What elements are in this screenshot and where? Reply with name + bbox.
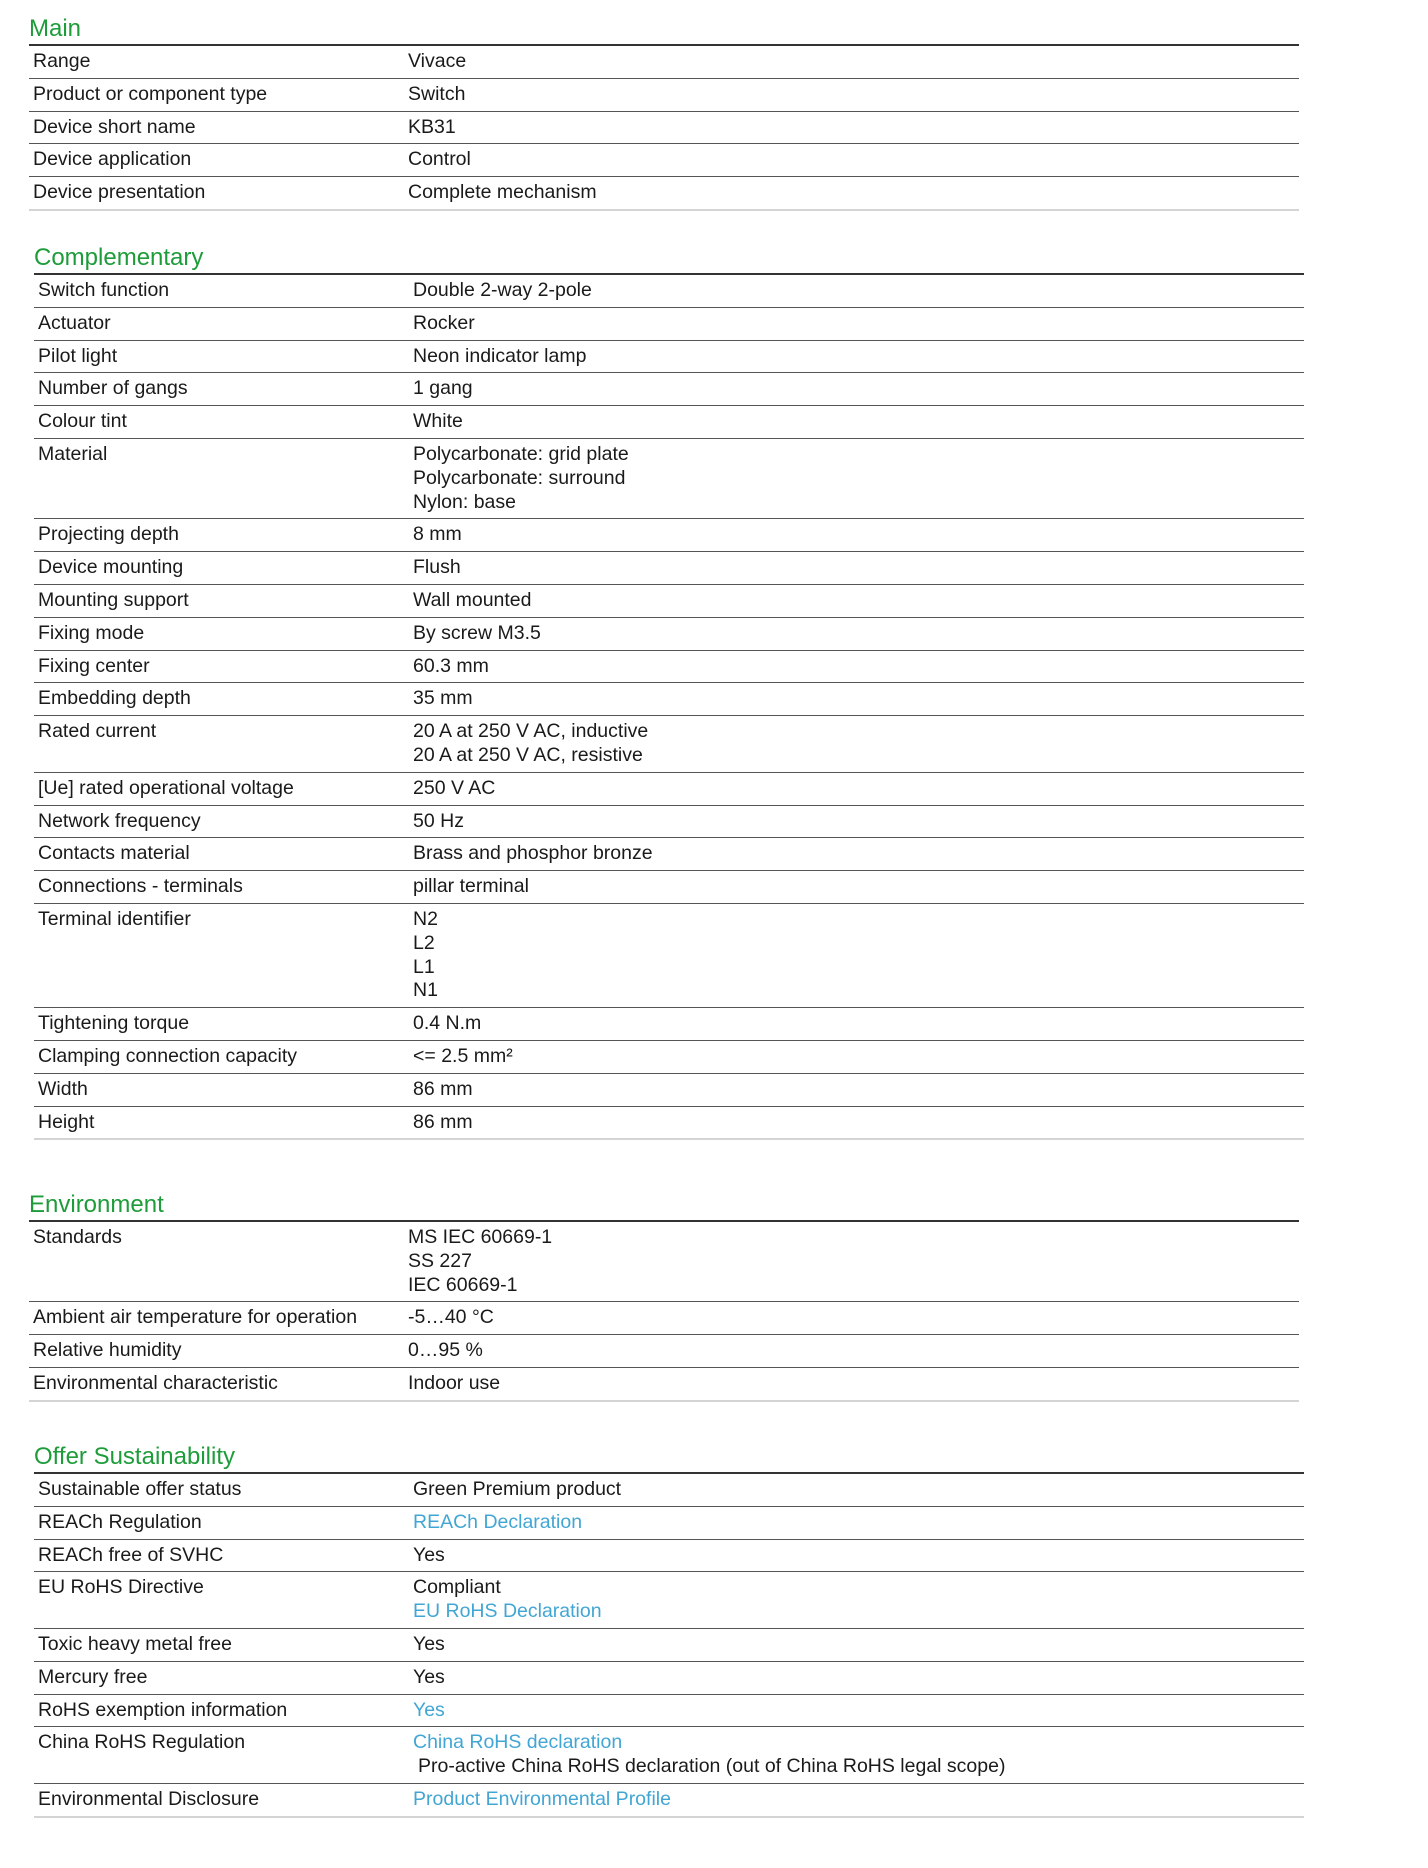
spec-value-line: Yes bbox=[413, 1632, 445, 1655]
spec-value-line: Nylon: base bbox=[413, 490, 516, 513]
spec-value-line: L2 bbox=[413, 931, 435, 954]
spec-row bbox=[34, 1695, 1304, 1728]
spec-value bbox=[413, 1111, 1304, 1135]
section-title: Environment bbox=[29, 1191, 164, 1218]
spec-label: REACh Regulation bbox=[38, 1510, 202, 1533]
spec-value-line: Polycarbonate: surround bbox=[413, 466, 626, 489]
section-main bbox=[29, 14, 1299, 211]
spec-table bbox=[29, 1220, 1299, 1402]
spec-value bbox=[413, 875, 1304, 899]
spec-value-line: 1 gang bbox=[413, 377, 473, 400]
spec-label: RoHS exemption information bbox=[38, 1698, 288, 1721]
spec-row bbox=[34, 838, 1304, 871]
spec-label: Width bbox=[38, 1077, 88, 1100]
spec-label: Connections - terminals bbox=[38, 875, 243, 898]
spec-value bbox=[413, 377, 1304, 401]
spec-label: Contacts material bbox=[38, 842, 190, 865]
document-link[interactable]: Product Environmental Profile bbox=[413, 1787, 671, 1810]
spec-value-line: 250 V AC bbox=[413, 776, 496, 799]
spec-value-line: 0.4 N.m bbox=[413, 1012, 482, 1035]
spec-label: Fixing mode bbox=[38, 621, 145, 644]
spec-value-line: Vivace bbox=[408, 50, 467, 72]
spec-value-line: Polycarbonate: grid plate bbox=[413, 442, 629, 465]
spec-value-line: Pro-active China RoHS declaration (out of China RoHS legal scope) bbox=[418, 1755, 1006, 1778]
spec-value-line: -5…40 °C bbox=[408, 1306, 494, 1329]
spec-label: Device short name bbox=[33, 115, 196, 138]
spec-value bbox=[413, 1544, 1304, 1568]
spec-value bbox=[413, 589, 1304, 613]
document-link[interactable]: Yes bbox=[413, 1698, 445, 1721]
spec-label: Mercury free bbox=[38, 1665, 148, 1688]
spec-value bbox=[413, 410, 1304, 434]
spec-value-line: Indoor use bbox=[408, 1371, 501, 1394]
spec-value-line: By screw M3.5 bbox=[413, 621, 541, 644]
spec-value-line: Yes bbox=[413, 1543, 445, 1566]
spec-value bbox=[408, 1372, 1299, 1396]
spec-value-line: Neon indicator lamp bbox=[413, 344, 587, 367]
spec-row bbox=[34, 406, 1304, 439]
document-link[interactable]: EU RoHS Declaration bbox=[413, 1600, 602, 1623]
spec-value bbox=[413, 908, 1304, 1003]
spec-value-line: Compliant bbox=[413, 1576, 501, 1599]
spec-value bbox=[408, 50, 1299, 74]
spec-row bbox=[34, 1662, 1304, 1695]
spec-value bbox=[413, 810, 1304, 834]
spec-value bbox=[413, 523, 1304, 547]
spec-row bbox=[34, 773, 1304, 806]
spec-value-line: pillar terminal bbox=[413, 875, 529, 898]
section-title: Complementary bbox=[34, 244, 204, 271]
spec-row bbox=[29, 1302, 1299, 1335]
spec-label: REACh free of SVHC bbox=[38, 1543, 224, 1566]
spec-value-line: 60.3 mm bbox=[413, 654, 489, 677]
spec-label: Device presentation bbox=[33, 181, 206, 204]
spec-label: Sustainable offer status bbox=[38, 1478, 242, 1500]
spec-row bbox=[34, 1572, 1304, 1629]
spec-label: Device mounting bbox=[38, 556, 184, 579]
spec-value bbox=[408, 1339, 1299, 1363]
spec-label: Rated current bbox=[38, 720, 157, 743]
spec-value-line: Rocker bbox=[413, 311, 475, 334]
spec-value-line: White bbox=[413, 410, 463, 433]
spec-value-line: Control bbox=[408, 148, 471, 171]
spec-value bbox=[413, 777, 1304, 801]
spec-value-line: <= 2.5 mm² bbox=[413, 1044, 513, 1067]
spec-label: Device application bbox=[33, 148, 192, 171]
spec-label: Fixing center bbox=[38, 654, 150, 677]
spec-value bbox=[408, 1306, 1299, 1330]
spec-value bbox=[408, 116, 1299, 140]
spec-value-line: 0…95 % bbox=[408, 1339, 483, 1362]
spec-value bbox=[413, 720, 1304, 768]
spec-row bbox=[34, 1474, 1304, 1507]
spec-value-line: 35 mm bbox=[413, 687, 473, 710]
spec-value bbox=[413, 1576, 1304, 1624]
spec-row bbox=[29, 79, 1299, 112]
spec-row bbox=[29, 1368, 1299, 1402]
spec-label: Ambient air temperature for operation bbox=[33, 1306, 358, 1329]
spec-value bbox=[413, 443, 1304, 514]
spec-value bbox=[413, 1078, 1304, 1102]
spec-row bbox=[34, 904, 1304, 1008]
spec-value bbox=[413, 556, 1304, 580]
spec-value bbox=[413, 279, 1304, 303]
spec-row bbox=[29, 177, 1299, 211]
spec-value-line: SS 227 bbox=[408, 1249, 472, 1272]
spec-value bbox=[413, 655, 1304, 679]
spec-row bbox=[34, 683, 1304, 716]
spec-value-line: Switch bbox=[408, 82, 466, 105]
spec-table bbox=[29, 44, 1299, 211]
spec-value bbox=[408, 1226, 1299, 1297]
spec-row bbox=[34, 341, 1304, 374]
spec-row bbox=[29, 1222, 1299, 1302]
spec-row bbox=[34, 1041, 1304, 1074]
spec-label: Terminal identifier bbox=[38, 907, 191, 930]
spec-value bbox=[413, 312, 1304, 336]
spec-label: Colour tint bbox=[38, 410, 127, 433]
spec-value-line: Wall mounted bbox=[413, 588, 532, 611]
spec-row bbox=[34, 1727, 1304, 1784]
spec-label: Range bbox=[33, 50, 91, 72]
spec-label: Clamping connection capacity bbox=[38, 1044, 298, 1067]
spec-row bbox=[34, 308, 1304, 341]
spec-value bbox=[408, 83, 1299, 107]
spec-value-line: Double 2-way 2-pole bbox=[413, 279, 592, 301]
spec-value-line: Yes bbox=[413, 1665, 445, 1688]
spec-value-line: Brass and phosphor bronze bbox=[413, 842, 653, 865]
spec-value-line: 20 A at 250 V AC, resistive bbox=[413, 743, 643, 766]
spec-row bbox=[29, 112, 1299, 145]
spec-row bbox=[29, 1335, 1299, 1368]
spec-value bbox=[413, 1666, 1304, 1690]
section-title: Offer Sustainability bbox=[34, 1443, 235, 1470]
spec-value-line: Green Premium product bbox=[413, 1478, 622, 1500]
spec-label: Tightening torque bbox=[38, 1012, 190, 1035]
spec-table bbox=[34, 1472, 1304, 1818]
spec-row bbox=[34, 1107, 1304, 1141]
section-complementary bbox=[34, 243, 1304, 1140]
spec-row bbox=[34, 871, 1304, 904]
spec-value bbox=[413, 1731, 1304, 1779]
spec-row bbox=[34, 806, 1304, 839]
spec-value bbox=[413, 1511, 1304, 1535]
spec-value bbox=[413, 1788, 1304, 1812]
document-link[interactable]: China RoHS declaration bbox=[413, 1731, 623, 1754]
spec-value-line: MS IEC 60669-1 bbox=[408, 1226, 553, 1248]
spec-row bbox=[34, 1074, 1304, 1107]
spec-value-line: IEC 60669-1 bbox=[408, 1273, 518, 1296]
spec-value-line: Flush bbox=[413, 556, 461, 579]
spec-value-line: N1 bbox=[413, 979, 438, 1002]
spec-value-line: L1 bbox=[413, 955, 435, 978]
spec-label: Height bbox=[38, 1110, 95, 1133]
spec-label: [Ue] rated operational voltage bbox=[38, 776, 294, 799]
spec-row bbox=[29, 46, 1299, 79]
spec-value-line: N2 bbox=[413, 907, 438, 930]
spec-value bbox=[413, 687, 1304, 711]
spec-row bbox=[34, 618, 1304, 651]
spec-label: Toxic heavy metal free bbox=[38, 1632, 233, 1655]
spec-value bbox=[413, 1478, 1304, 1502]
section-offer-sustainability bbox=[34, 1442, 1304, 1818]
spec-row bbox=[34, 519, 1304, 552]
spec-value-line: 20 A at 250 V AC, inductive bbox=[413, 720, 649, 743]
spec-value-line: 8 mm bbox=[413, 523, 462, 546]
spec-row bbox=[34, 373, 1304, 406]
spec-label: China RoHS Regulation bbox=[38, 1731, 246, 1754]
section-title: Main bbox=[29, 15, 82, 42]
spec-label: Network frequency bbox=[38, 809, 201, 832]
spec-value bbox=[408, 148, 1299, 172]
spec-row bbox=[34, 1629, 1304, 1662]
spec-label: Environmental characteristic bbox=[33, 1371, 278, 1394]
spec-label: Mounting support bbox=[38, 588, 189, 611]
spec-row bbox=[34, 651, 1304, 684]
spec-label: Switch function bbox=[38, 279, 170, 301]
spec-label: Relative humidity bbox=[33, 1339, 182, 1362]
spec-value bbox=[413, 1012, 1304, 1036]
spec-label: Number of gangs bbox=[38, 377, 188, 400]
spec-label: Pilot light bbox=[38, 344, 118, 367]
spec-value bbox=[413, 345, 1304, 369]
spec-value-line: 86 mm bbox=[413, 1077, 473, 1100]
spec-row bbox=[34, 1784, 1304, 1818]
spec-row bbox=[34, 275, 1304, 308]
spec-row bbox=[29, 144, 1299, 177]
spec-value bbox=[413, 622, 1304, 646]
document-link[interactable]: REACh Declaration bbox=[413, 1510, 583, 1533]
spec-value-line: 86 mm bbox=[413, 1110, 473, 1133]
spec-value-line: Complete mechanism bbox=[408, 181, 597, 204]
spec-value-line: 50 Hz bbox=[413, 809, 464, 832]
spec-row bbox=[34, 585, 1304, 618]
spec-label: Environmental Disclosure bbox=[38, 1787, 260, 1810]
spec-label: EU RoHS Directive bbox=[38, 1576, 204, 1599]
spec-label: Actuator bbox=[38, 311, 111, 334]
spec-label: Standards bbox=[33, 1226, 122, 1248]
spec-label: Material bbox=[38, 442, 108, 465]
spec-row bbox=[34, 716, 1304, 773]
spec-table bbox=[34, 273, 1304, 1140]
spec-label: Embedding depth bbox=[38, 687, 191, 710]
spec-row bbox=[34, 1008, 1304, 1041]
section-environment bbox=[29, 1190, 1299, 1402]
spec-row bbox=[34, 1507, 1304, 1540]
spec-value bbox=[413, 1045, 1304, 1069]
spec-label: Projecting depth bbox=[38, 523, 179, 546]
spec-value bbox=[413, 1699, 1304, 1723]
spec-value bbox=[413, 1633, 1304, 1657]
spec-label: Product or component type bbox=[33, 82, 268, 105]
spec-value bbox=[408, 181, 1299, 205]
spec-row bbox=[34, 439, 1304, 519]
spec-row bbox=[34, 1540, 1304, 1573]
spec-value bbox=[413, 842, 1304, 866]
spec-value-line: KB31 bbox=[408, 115, 456, 138]
spec-row bbox=[34, 552, 1304, 585]
